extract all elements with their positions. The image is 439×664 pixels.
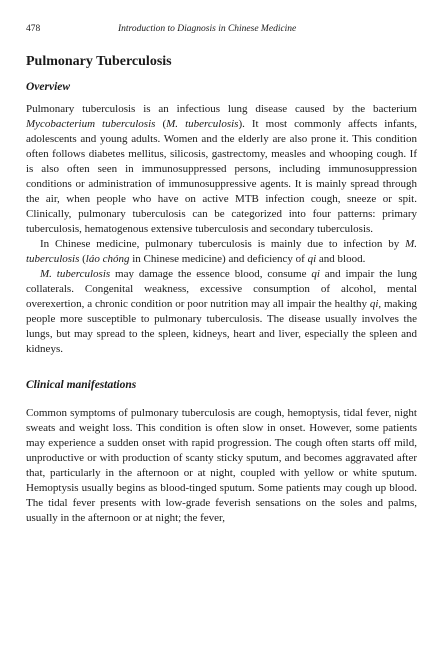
text-run: In Chinese medicine, pulmonary tuberculosis is mainly due to infection by xyxy=(40,238,406,250)
text-run: , making people more susceptible to pulmonary tuberculosis. The disease usually involves the lungs, but may spread to the spleen, kidneys, heart and liver, especially the spleen and kidneys. xyxy=(26,298,418,355)
clinical-paragraph-1: Common symptoms of pulmonary tuberculosis are cough, hemoptysis, tidal fever, night sweats and weight loss. This condition is often slow in onset. However, some patients may experience a sudden onset with rapid progression. The cough often starts off mild, unproductive or with production of scanty sticky sputum, and becomes aggravated after that, particularly in the afternoon or at night, coupled with yellow or white sputum. Hemoptysis usually begins as blood-tinged sputum. Some patients may cough up blood. The tidal fever presents with low-grade feverish sensations on the soles and palms, usually in the afternoon or at night; the fever, xyxy=(26,407,417,524)
clinical-heading: Clinical manifestations xyxy=(26,379,137,391)
text-run: may damage the essence blood, consume xyxy=(110,268,312,280)
italic-term: qi xyxy=(311,268,320,280)
text-run: in Chinese medicine) and deficiency of xyxy=(129,253,308,265)
italic-term: láo chóng xyxy=(85,253,130,265)
section-spacer xyxy=(26,357,417,378)
italic-term: M. tuberculosis xyxy=(40,268,111,280)
text-run: ( xyxy=(79,253,86,265)
page-body xyxy=(26,53,417,526)
running-title: Introduction to Diagnosis in Chinese Medicine xyxy=(118,24,297,34)
text-run: ). It most commonly affects infants, adolescents and young adults. Women and the elderly are also prone it. This condition often follows diabetes mellitus, silicosis, gastrectomy, measles and whooping cough. If is also often seen in immunosuppressed persons, including immunosuppression conditions or administration of immunosuppressive agents. It is mainly spread through the air, when people who have on active MTB infection cough, sneeze or spit. Clinically, pulmonary tuberculosis can be categorized into four patterns: primary tuberculosis, hematogenous extensive tuberculosis and secondary tuberculosis. xyxy=(26,118,417,235)
page-number: 478 xyxy=(26,24,41,34)
text-run: and impair the lung collaterals. Congenital weakness, excessive consumption of alcohol, mental overexertion, a chronic condition or poor nutrition may all impair the healthy xyxy=(26,268,417,310)
italic-term: Mycobacterium tuberculosis xyxy=(26,118,156,130)
italic-term: M. tuberculosis xyxy=(166,118,239,130)
text-run: and blood. xyxy=(316,253,366,265)
italic-term: qi xyxy=(369,298,379,310)
page-header xyxy=(26,24,413,38)
text-run: ( xyxy=(155,118,167,130)
italic-term: qi xyxy=(307,253,317,265)
chapter-title: Pulmonary Tuberculosis xyxy=(26,54,172,69)
overview-paragraph-2 xyxy=(26,237,417,267)
overview-paragraph-1 xyxy=(26,102,417,237)
overview-paragraph-3 xyxy=(26,267,417,357)
italic-term: M. tuberculosis xyxy=(26,238,417,265)
overview-heading: Overview xyxy=(26,81,71,93)
text-run: Pulmonary tuberculosis is an infectious lung disease caused by the bacterium xyxy=(26,103,417,115)
